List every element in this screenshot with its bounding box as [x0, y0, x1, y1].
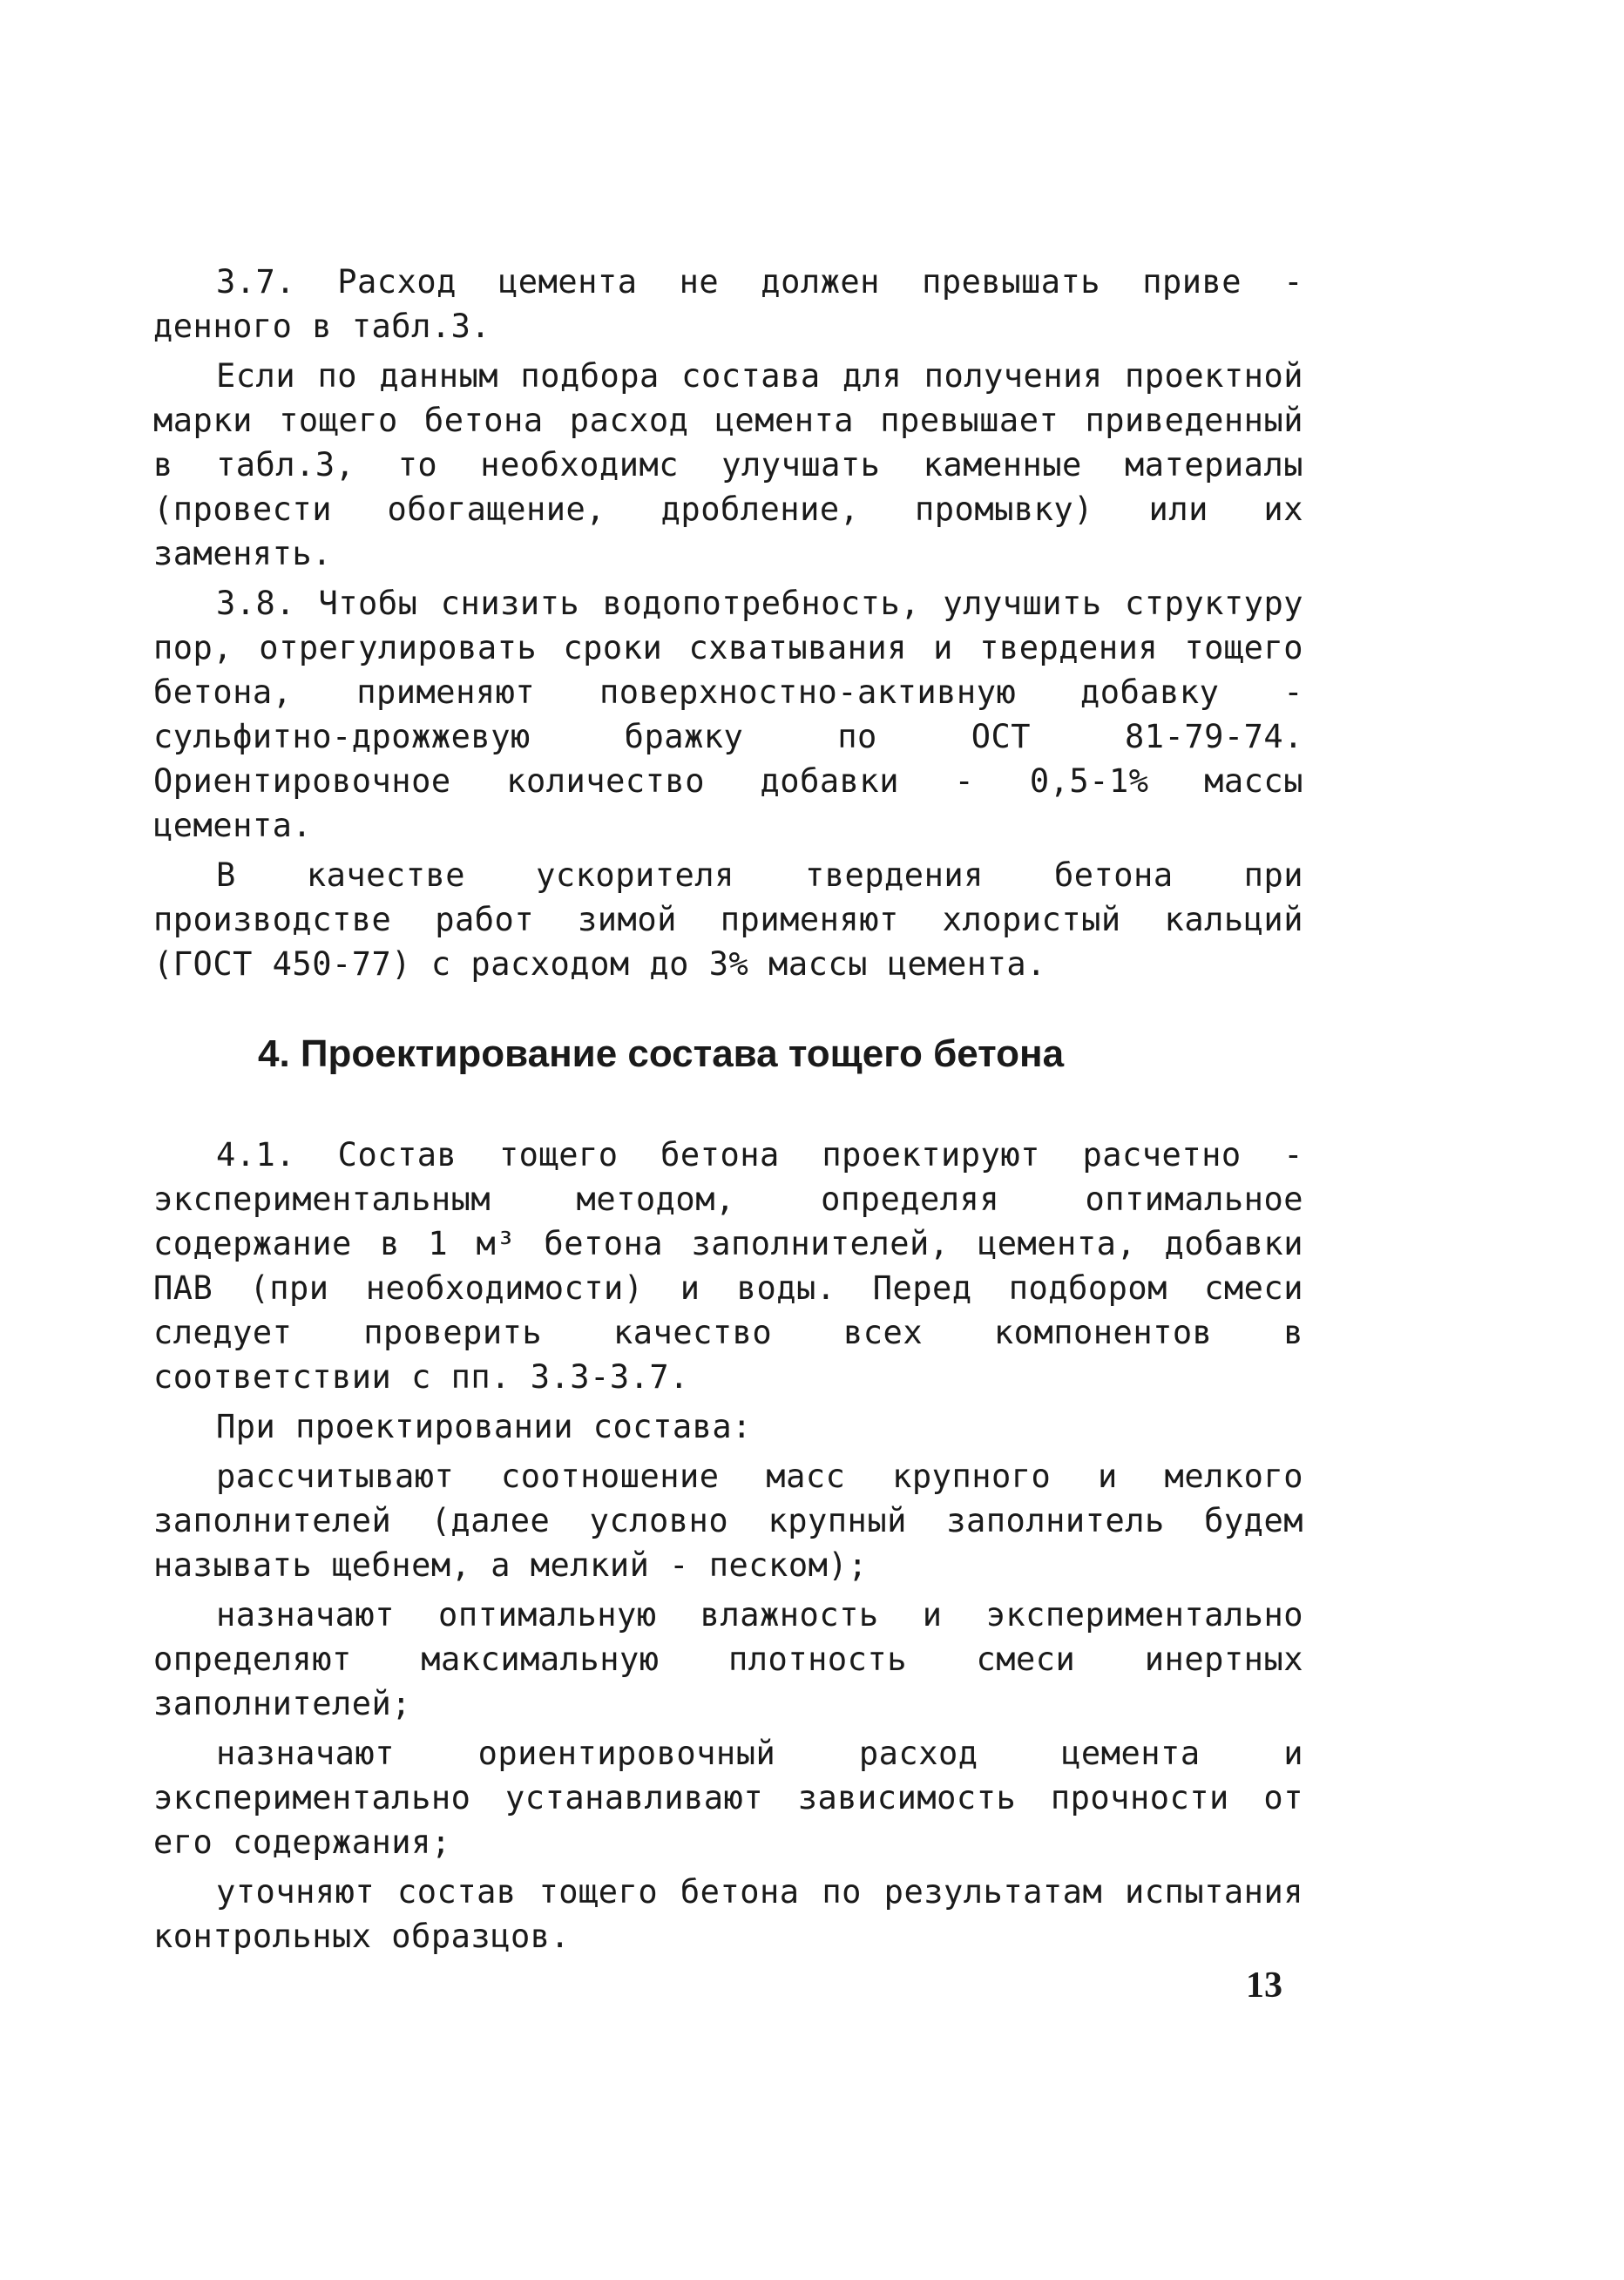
design-intro: При проектировании состава: — [216, 1408, 752, 1445]
design-step: уточняют состав тощего бетона по результатам испытания контрольных образцов. — [153, 1873, 1303, 1955]
section-heading: 4. Проектирование состава тощего бетона — [258, 1032, 1065, 1075]
paragraph-3-7: 3.7. Расход цемента не должен превышать приве - денного в табл.3. — [153, 263, 1303, 345]
design-step: назначают оптимальную влажность и экспериментально определяют максимальную плотность смеси инертных заполнителей; — [153, 1596, 1303, 1722]
design-step: рассчитывают соотношение масс крупного и мелкого заполнителей (далее условно крупный заполнитель будем называть щебнем, а мелкий - песком); — [153, 1458, 1303, 1584]
design-step: назначают ориентировочный расход цемента и экспериментально устанавливают зависимость прочности от его содержания; — [153, 1735, 1303, 1861]
document-page — [153, 260, 1303, 1964]
paragraph-3-7-continued: Если по данным подбора состава для получения проектной марки тощего бетона расход цемента превышает приведенный в табл.3, то необходимс улучшать каменные материалы (провести обогащение, дробление, промывку) или их заменять. — [153, 357, 1303, 572]
paragraph-3-8: 3.8. Чтобы снизить водопотребность, улучшить структуру пор, отрегулировать сроки схватывания и твердения тощего бетона, применяют поверхностно-активную добавку - сульфитно-дрожжевую бражку по ОСТ 81-79-74. Ориентировочное количество добавки - 0,5-1% массы цемента. — [153, 585, 1303, 844]
page-number: 13 — [1246, 1965, 1282, 2006]
paragraph-3-8-continued: В качестве ускорителя твердения бетона при производстве работ зимой применяют хлористый кальций (ГОСТ 450-77) с расходом до 3% массы цемента. — [153, 856, 1303, 983]
paragraph-4-1: 4.1. Состав тощего бетона проектируют расчетно - экспериментальным методом, определяя оптимальное содержание в 1 м³ бетона заполнителей, цемента, добавки ПАВ (при необходимости) и воды. Перед подбором смеси следует проверить качество всех компонентов в соответствии с пп. 3.3-3.7. — [153, 1136, 1303, 1396]
